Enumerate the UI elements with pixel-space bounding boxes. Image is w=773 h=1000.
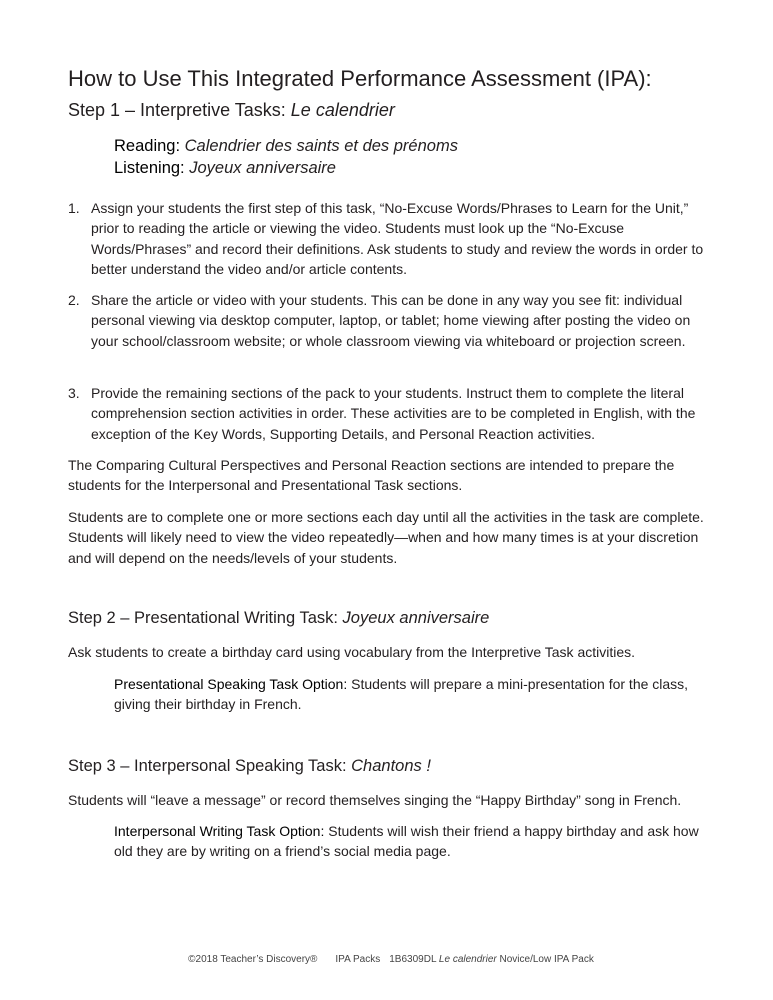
paragraph: Students are to complete one or more sections each day until all the activities in the task are complete. Students will likely need to view the video repeatedly—when and how many times is at your discretion and will depend on the needs/levels of your students. xyxy=(68,509,704,566)
option-label: Interpersonal Writing Task Option: xyxy=(114,823,329,839)
step2-heading-text: Step 2 – Presentational Writing Task: xyxy=(68,609,343,627)
list-item xyxy=(68,198,708,279)
step1-heading-italic: Le calendrier xyxy=(290,100,395,120)
reading-value: Calendrier des saints et des prénoms xyxy=(184,137,458,155)
option-text: Students will prepare a mini-presentation for the class, giving their birthday in French. xyxy=(114,676,689,713)
list-number: 2. xyxy=(68,292,80,308)
footer-code-rest: Novice/Low IPA Pack xyxy=(496,954,594,965)
footer-copyright: ©2018 Teacher’s Discovery® xyxy=(188,954,318,965)
step2-text: Ask students to create a birthday card using vocabulary from the Interpretive Task activities. xyxy=(68,644,636,660)
listening-line xyxy=(114,157,336,179)
step3-heading-italic: Chantons ! xyxy=(351,757,431,775)
list-number: 3. xyxy=(68,385,80,401)
footer-code-text: 1B6309DL xyxy=(389,954,439,965)
list-text: Assign your students the first step of this task, “No-Excuse Words/Phrases to Learn for the Unit,” prior to reading the article or viewing the video. Students must look up the “No-Excuse Words/Phrases” and record their definitions. Ask students to study and review the words in order to better understand the video and/or article contents. xyxy=(91,200,704,277)
list-item xyxy=(68,290,708,351)
step3-option xyxy=(114,821,704,862)
step2-heading-italic: Joyeux anniversaire xyxy=(342,609,490,627)
listening-label: Listening: xyxy=(114,159,190,177)
reading-line xyxy=(114,135,458,157)
footer-series: IPA Packs xyxy=(335,954,381,965)
list-item xyxy=(68,383,708,444)
footer-code-italic: Le calendrier xyxy=(438,954,497,965)
list-text: Share the article or video with your students. This can be done in any way you see fit: individual personal viewing via desktop computer, laptop, or tablet; home viewing after posting the video on your school/classroom website; or whole classroom viewing via whiteboard or projection screen. xyxy=(91,292,691,349)
option-label: Presentational Speaking Task Option: xyxy=(114,676,352,692)
step1-heading xyxy=(68,100,395,121)
step2-heading xyxy=(68,609,489,628)
footer-code xyxy=(389,954,594,965)
paragraph: The Comparing Cultural Perspectives and Personal Reaction sections are intended to prepare the students for the Interpersonal and Presentational Task sections. xyxy=(68,457,675,494)
step3-heading xyxy=(68,757,431,776)
list-number: 1. xyxy=(68,200,80,216)
step3-text: Students will “leave a message” or record themselves singing the “Happy Birthday” song in French. xyxy=(68,792,682,808)
step2-option xyxy=(114,674,704,715)
reading-label: Reading: xyxy=(114,137,185,155)
step3-heading-text: Step 3 – Interpersonal Speaking Task: xyxy=(68,757,352,775)
listening-value: Joyeux anniversaire xyxy=(189,159,336,177)
footer xyxy=(0,954,773,965)
step1-heading-text: Step 1 – Interpretive Tasks: xyxy=(68,100,291,120)
page-title: How to Use This Integrated Performance Assessment (IPA): xyxy=(68,66,652,91)
list-text: Provide the remaining sections of the pack to your students. Instruct them to complete the literal comprehension section activities in order. These activities are to be completed in English, with the exception of the Key Words, Supporting Details, and Personal Reaction activities. xyxy=(91,385,696,442)
option-text: Students will wish their friend a happy birthday and ask how old they are by writing on a friend’s social media page. xyxy=(114,823,699,860)
